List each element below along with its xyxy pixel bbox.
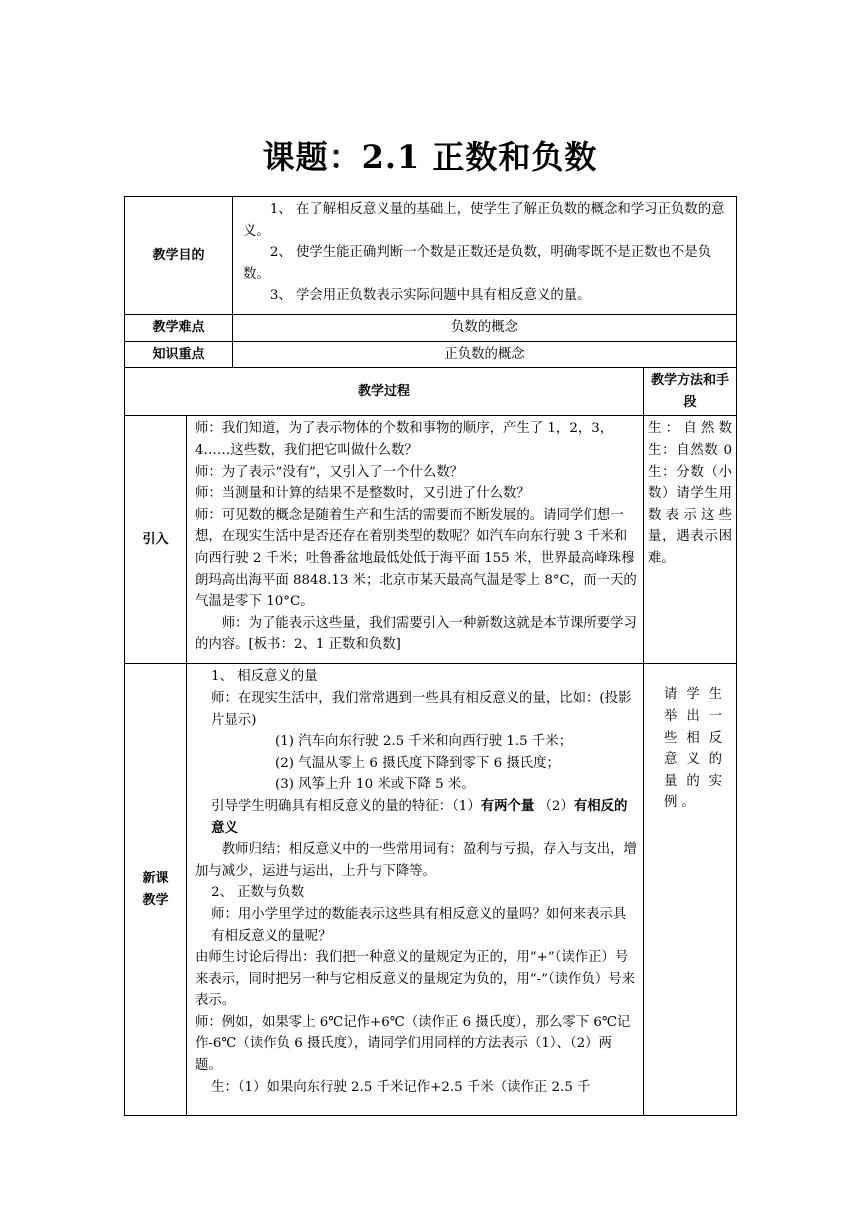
newlesson-row [125, 664, 737, 1116]
newlesson-line: 由师生讨论后得出：我们把一种意义的量规定为正的，用“+”（读作正）号来表示，同时把另一种与它相反意义的量规定为负的，用“-”（读作负）号来表示。 [195, 950, 636, 1009]
newlesson-line [195, 796, 637, 839]
page-title: 课题：2.1 正数和负数 [262, 138, 598, 176]
intro-line: 师：可见数的概念是随着生产和生活的需要而不断发展的。请同学们想一想，在现实生活中是否还存在着别类型的数呢？如汽车向东行驶 3 千米和向西行驶 2 千米；吐鲁番盆地最低处低于海平面 155 米，世界最高峰珠穆朗玛高出海平面 8848.13 米；北京市某天最高气温是零上 8°C，而一天的气温是零下 10°C。 [195, 507, 637, 610]
objective-item: 1、 在了解相反意义量的基础上，使学生了解正负数的概念和学习正负数的意义。 [243, 202, 725, 239]
process-header-row [125, 368, 737, 416]
newlesson-label: 新课教学 [125, 664, 187, 1116]
example-item: (2) 气温从零上 6 摄氏度下降到零下 6 摄氏度； [275, 755, 560, 771]
example-item: (3) 风筝上升 10 米或下降 5 米。 [275, 777, 475, 793]
keypoint-value: 正负数的概念 [233, 341, 737, 368]
objectives-row [125, 197, 737, 315]
intro-line: 师：为了表示“没有”，又引入了一个什么数？ [195, 464, 464, 480]
intro-line: 师：当测量和计算的结果不是整数时，又引进了什么数？ [195, 486, 530, 502]
newlesson-line: 师：在现实生活中，我们常常遇到一些具有相反意义的量，比如：(投影片显示) [211, 690, 632, 728]
method-header: 教学方法和手段 [644, 368, 737, 416]
intro-line: 师：为了能表示这些量，我们需要引入一种新数这就是本节课所要学习的内容。[板书：2、1 正数和负数] [195, 615, 637, 653]
example-item: (1) 汽车向东行驶 2.5 千米和向西行驶 1.5 千米； [275, 734, 573, 750]
guide-text: （2） [534, 798, 574, 814]
difficulty-row [125, 315, 737, 342]
intro-method: 生：自然数 生：自然数 0 生：分数（小数）请学生用数表示这些量，遇表示困难。 [644, 416, 737, 664]
objective-item: 2、 使学生能正确判断一个数是正数还是负数，明确零既不是正数也不是负数。 [243, 245, 712, 282]
difficulty-value: 负数的概念 [233, 315, 737, 342]
guide-text: 引导学生明确具有相反意义的量的特征：（1） [211, 798, 481, 814]
guide-bold: 有两个量 [480, 797, 535, 814]
lesson-plan-table [124, 196, 737, 1116]
difficulty-label: 教学难点 [125, 315, 233, 342]
section-title: 1、 相反意义的量 [211, 669, 318, 685]
objectives-label: 教学目的 [125, 197, 233, 315]
newlesson-line: 教师归结：相反意义中的一些常用词有：盈利与亏损，存入与支出，增加与减少，运进与运出，上升与下降等。 [195, 842, 637, 879]
section-title: 2、 正数与负数 [211, 885, 305, 901]
intro-line: 师：我们知道，为了表示物体的个数和事物的顺序，产生了 1，2，3，4……这些数，我们把它叫做什么数？ [195, 421, 614, 458]
objective-item: 3、 学会用正负数表示实际问题中具有相反意义的量。 [269, 288, 591, 304]
intro-content [187, 416, 644, 664]
guide-bold: 有相反的意义 [211, 797, 628, 836]
objectives-content [233, 197, 737, 315]
keypoint-label: 知识重点 [125, 341, 233, 368]
newlesson-line: 师：用小学里学过的数能表示这些具有相反意义的量吗？如何来表示具有相反意义的量呢？ [211, 906, 627, 944]
newlesson-line: 师：例如，如果零上 6℃记作+6℃（读作正 6 摄氏度），那么零下 6℃记作-6℃（读作负 6 摄氏度），请同学们用同样的方法表示（1）、（2）两题。 [195, 1014, 631, 1074]
keypoint-row [125, 341, 737, 368]
intro-row [125, 416, 737, 664]
process-header: 教学过程 [125, 368, 644, 416]
newlesson-content [187, 664, 644, 1116]
intro-label: 引入 [125, 416, 187, 664]
newlesson-method: 请学生举出一些相反意义的量的实例。 [644, 664, 737, 1116]
newlesson-line: 生：（1）如果向东行驶 2.5 千米记作+2.5 千米（读作正 2.5 千 [211, 1079, 591, 1095]
